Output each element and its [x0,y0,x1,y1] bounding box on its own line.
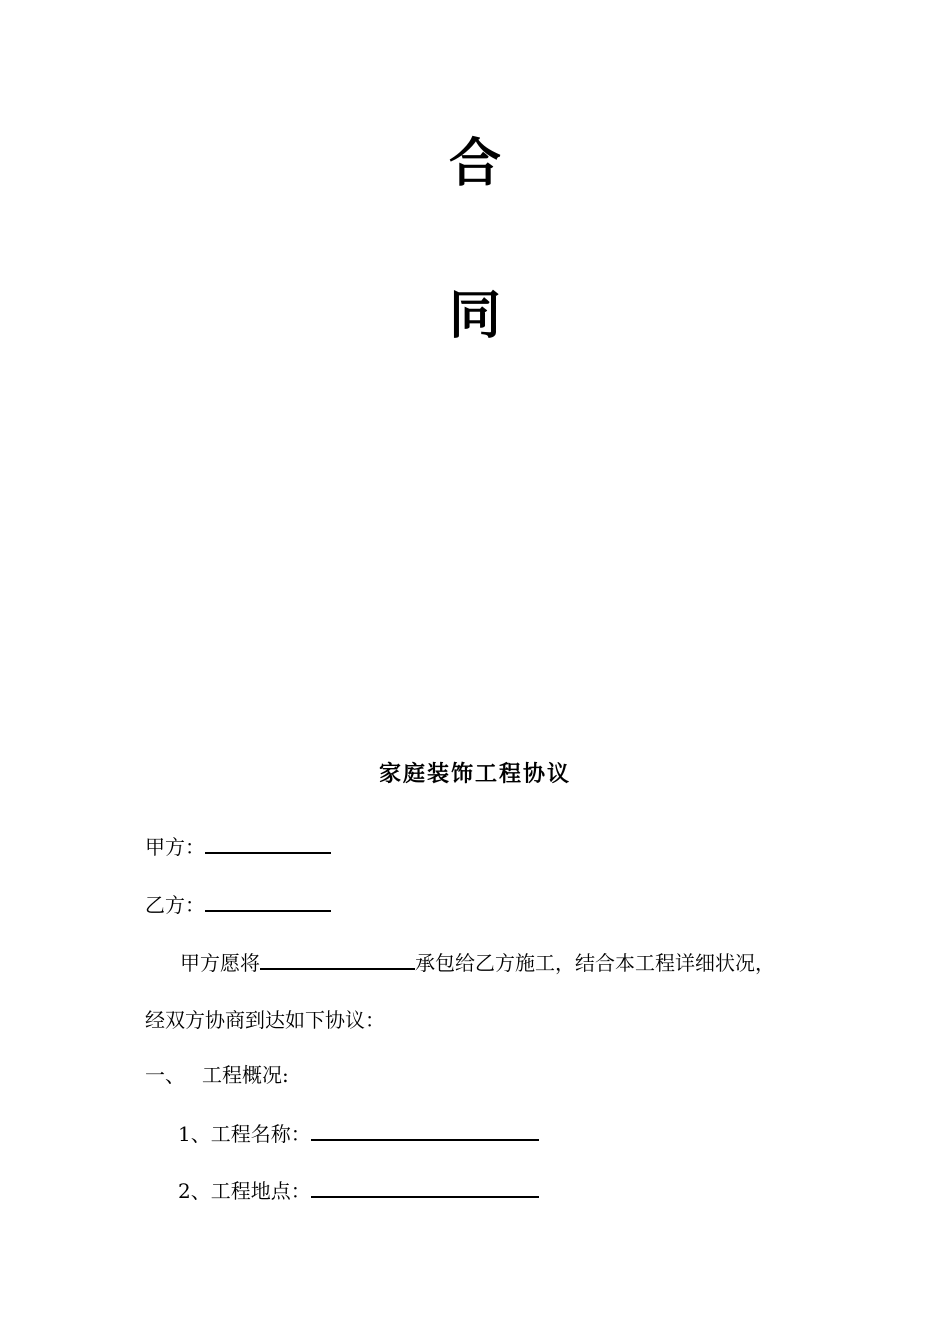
party-b-line [145,890,331,919]
project-location-line [178,1176,539,1205]
intro-paragraph-line-2: 经双方协商到达如下协议： [145,1008,385,1032]
project-name-label: 1、工程名称： [178,1122,311,1146]
party-a-line [145,832,331,861]
section-number: 一、 [145,1063,185,1087]
project-location-blank[interactable] [311,1176,539,1198]
cover-title-char-1: 合 [448,134,501,194]
party-a-blank[interactable] [205,832,331,854]
project-location-label: 2、工程地点： [178,1179,311,1203]
cover-title-char-2: 同 [448,286,501,346]
project-name-line [178,1119,539,1148]
project-blank[interactable] [260,948,415,970]
party-b-blank[interactable] [205,890,331,912]
intro-prefix: 甲方愿将 [180,951,260,975]
section-title: 工程概况: [202,1063,289,1087]
intro-suffix: 承包给乙方施工，结合本工程详细状况， [415,951,775,975]
project-name-blank[interactable] [311,1119,539,1141]
party-a-label: 甲方： [145,835,205,859]
document-title: 家庭装饰工程协议 [378,762,571,787]
intro-paragraph-line-1 [180,948,775,977]
party-b-label: 乙方： [145,893,205,917]
section-heading [145,1061,289,1089]
